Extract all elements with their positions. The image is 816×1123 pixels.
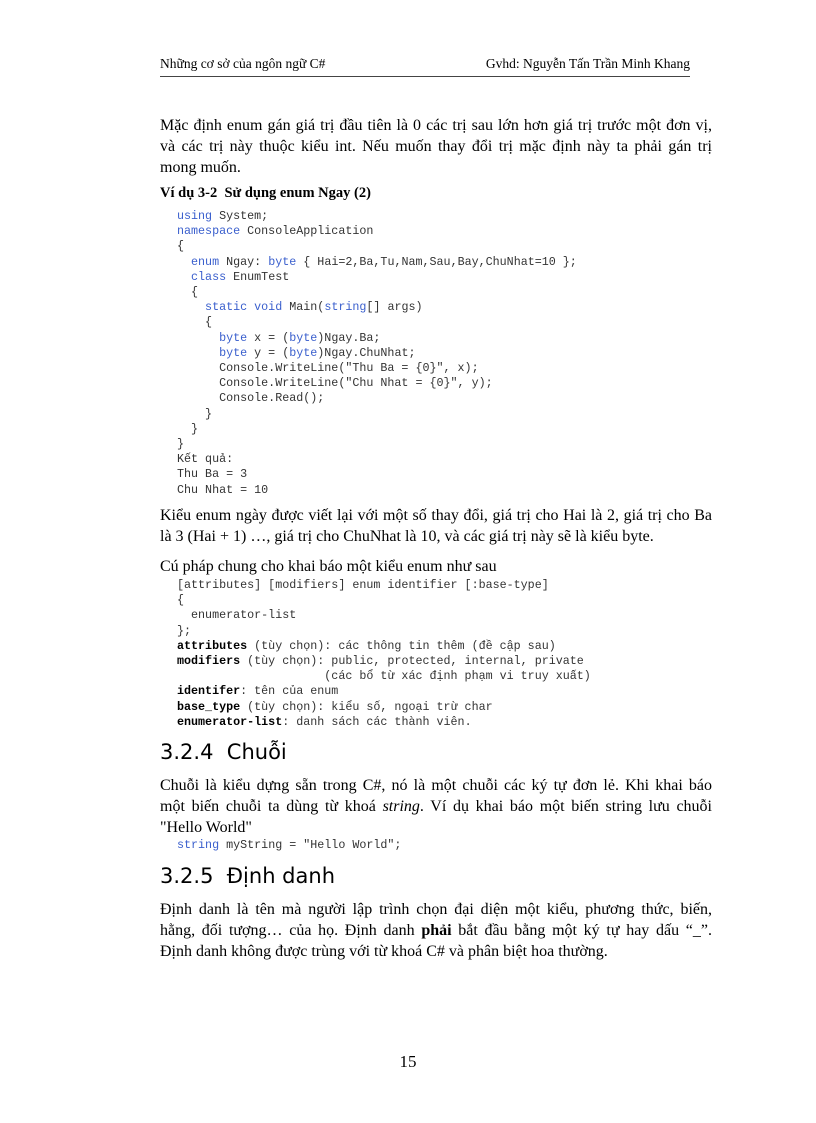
code-output-line: Chu Nhat = 10: [177, 482, 269, 497]
text-line: "Hello World": [160, 819, 252, 836]
text-line: một biến chuỗi ta dùng từ khoá string. Ví dụ khai báo một biến string lưu chuỗi: [160, 798, 712, 815]
header-author: Gvhd: Nguyễn Tấn Trần Minh Khang: [485, 56, 690, 71]
code-line: }: [177, 406, 213, 421]
example-title: Ví dụ 3-2 Sử dụng enum Ngay (2): [160, 185, 371, 201]
code-line: byte x = (byte)Ngay.Ba;: [177, 330, 381, 345]
code-block-enum-syntax: [177, 578, 591, 730]
intro-paragraph: [160, 115, 712, 178]
code-line: using System;: [177, 209, 269, 223]
code-line: [attributes] [modifiers] enum identifier [:base-type]: [177, 578, 549, 592]
code-line: static void Main(string[] args): [177, 300, 423, 315]
code-line: Console.WriteLine("Thu Ba = {0}", x);: [177, 361, 479, 376]
text-line: và các trị này thuộc kiểu int. Nếu muốn thay đổi trị mặc định này ta phải gán trị: [160, 138, 712, 155]
text-line: hằng, đối tượng… của họ. Định danh phải bắt đầu bằng một ký tự hay dấu “_”.: [160, 922, 712, 939]
code-block-enum-example: [177, 209, 577, 498]
code-line: enum Ngay: byte { Hai=2,Ba,Tu,Nam,Sau,Bay,ChuNhat=10 };: [177, 254, 577, 269]
code-line: identifer: tên của enum: [177, 684, 339, 699]
code-line: attributes (tùy chọn): các thông tin thêm (đề cập sau): [177, 638, 556, 653]
code-line: {: [177, 315, 213, 330]
code-line: }: [177, 437, 185, 452]
text-line: Kiểu enum ngày được viết lại với một số thay đổi, giá trị cho Hai là 2, giá trị cho Ba: [160, 507, 712, 524]
running-header: [160, 56, 690, 78]
text-line: Mặc định enum gán giá trị đầu tiên là 0 các trị sau lớn hơn giá trị trước một đơn vị,: [160, 117, 712, 134]
code-line: modifiers (tùy chọn): public, protected, internal, private: [177, 654, 584, 669]
section-heading-chuoi: 3.2.4 Chuỗi: [160, 740, 287, 764]
text-line: Định danh không được trùng với từ khoá C# và phân biệt hoa thường.: [160, 943, 608, 960]
code-line: };: [177, 623, 192, 638]
code-line: }: [177, 421, 199, 436]
code-line: {: [177, 593, 185, 608]
code-line: Console.Read();: [177, 391, 325, 406]
page-number: 15: [399, 1052, 417, 1071]
text-line: mong muốn.: [160, 159, 241, 176]
header-rule: [160, 76, 690, 77]
code-line: {: [177, 239, 185, 254]
text-line: Chuỗi là kiểu dựng sẵn trong C#, nó là một chuỗi các ký tự đơn lẻ. Khi khai báo: [160, 777, 712, 794]
code-output-label: Kết quả:: [177, 452, 234, 467]
code-line: namespace ConsoleApplication: [177, 224, 374, 239]
code-line: byte y = (byte)Ngay.ChuNhat;: [177, 345, 416, 360]
code-block-string-example: [177, 838, 401, 853]
explain-paragraph: [160, 505, 712, 547]
dinh-danh-paragraph: [160, 899, 712, 962]
code-line: enumerator-list: [177, 608, 297, 623]
header-title: Những cơ sở của ngôn ngữ C#: [160, 56, 326, 71]
code-line: enumerator-list: danh sách các thành viên.: [177, 714, 472, 729]
code-line: base_type (tùy chọn): kiểu số, ngoại trừ char: [177, 699, 493, 714]
text-line: Định danh là tên mà người lập trình chọn đại diện một kiểu, phương thức, biến,: [160, 901, 712, 918]
chuoi-paragraph: [160, 775, 712, 838]
section-heading-dinh-danh: 3.2.5 Định danh: [160, 864, 336, 888]
syntax-intro: Cú pháp chung cho khai báo một kiểu enum như sau: [160, 558, 497, 575]
code-line: {: [177, 285, 199, 300]
code-line: (các bổ từ xác định phạm vi truy xuất): [177, 669, 591, 684]
code-line: string myString = "Hello World";: [177, 838, 402, 852]
code-output-line: Thu Ba = 3: [177, 467, 248, 482]
code-line: Console.WriteLine("Chu Nhat = {0}", y);: [177, 376, 493, 391]
code-line: class EnumTest: [177, 269, 290, 284]
text-line: là 3 (Hai + 1) …, giá trị cho ChuNhat là 10, và các giá trị này sẽ là kiểu byte.: [160, 528, 654, 545]
